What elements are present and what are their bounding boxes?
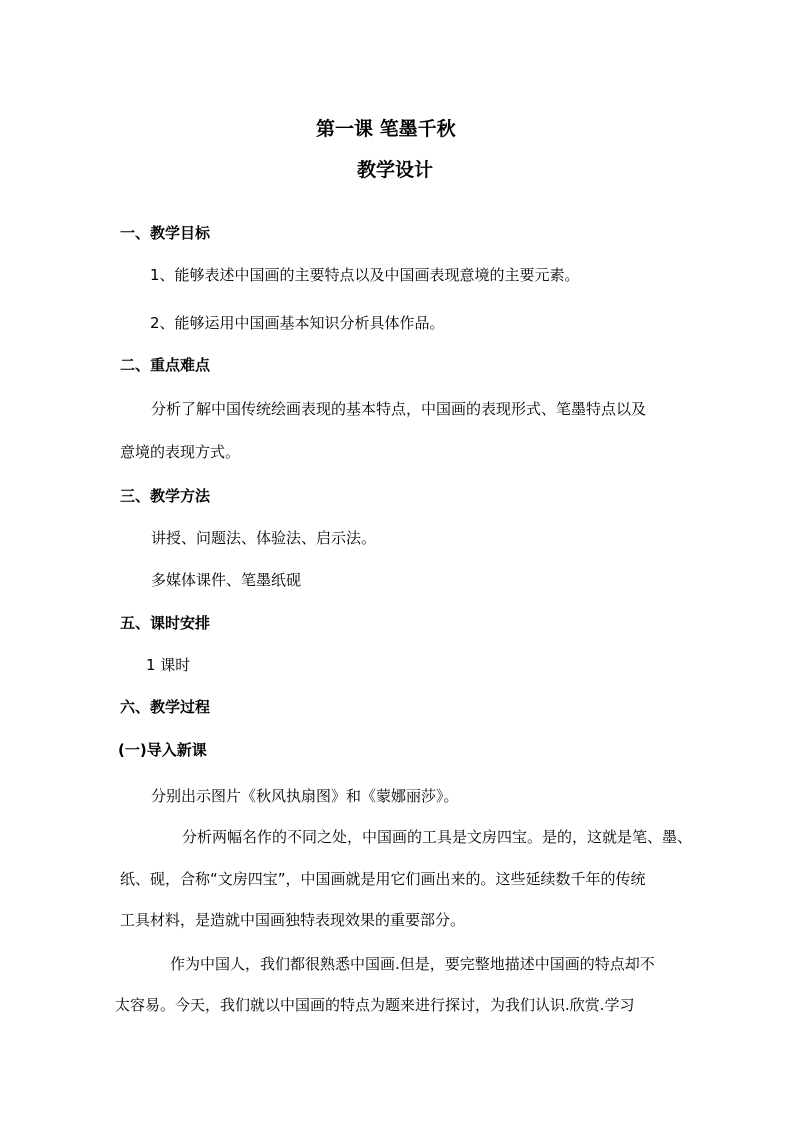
document-subtitle: 教学设计 (357, 159, 434, 181)
section-heading-process: 六、教学过程 (120, 698, 211, 716)
paragraph-line: 工具材料，是造就中国画独特表现效果的重要部分。 (120, 911, 466, 929)
key-points-line: 意境的表现方式。 (120, 443, 241, 461)
document-title: 第一课 笔墨千秋 (316, 118, 456, 140)
paragraph-line: 作为中国人，我们都很熟悉中国画.但是，要完整地描述中国画的特点却不 (170, 955, 655, 973)
methods-line: 讲授、问题法、体验法、启示法。 (151, 529, 377, 547)
paragraph-line: 分别出示图片《秋风执扇图》和《蒙娜丽莎》。 (151, 787, 459, 805)
goal-item: 2、能够运用中国画基本知识分析具体作品。 (150, 314, 445, 332)
methods-line: 多媒体课件、笔墨纸砚 (151, 571, 302, 589)
section-heading-methods: 三、教学方法 (120, 487, 211, 505)
schedule-value: 1 课时 (146, 656, 191, 674)
key-points-line: 分析了解中国传统绘画表现的基本特点，中国画的表现形式、笔墨特点以及 (151, 400, 647, 418)
paragraph-line: 太容易。今天，我们就以中国画的特点为题来进行探讨，为我们认识.欣赏.学习 (115, 996, 635, 1014)
section-heading-goals: 一、教学目标 (120, 224, 211, 242)
subsection-heading-intro: (一)导入新课 (118, 741, 207, 759)
paragraph-line: 纸、砚，合称“文房四宝”，中国画就是用它们画出来的。这些延续数千年的传统 (120, 870, 646, 888)
paragraph-line: 分析两幅名作的不同之处，中国画的工具是文房四宝。是的，这就是笔、墨、 (182, 828, 693, 846)
section-heading-schedule: 五、课时安排 (120, 614, 211, 632)
goal-item: 1、能够表述中国画的主要特点以及中国画表现意境的主要元素。 (150, 266, 580, 284)
section-heading-key-points: 二、重点难点 (120, 356, 211, 374)
